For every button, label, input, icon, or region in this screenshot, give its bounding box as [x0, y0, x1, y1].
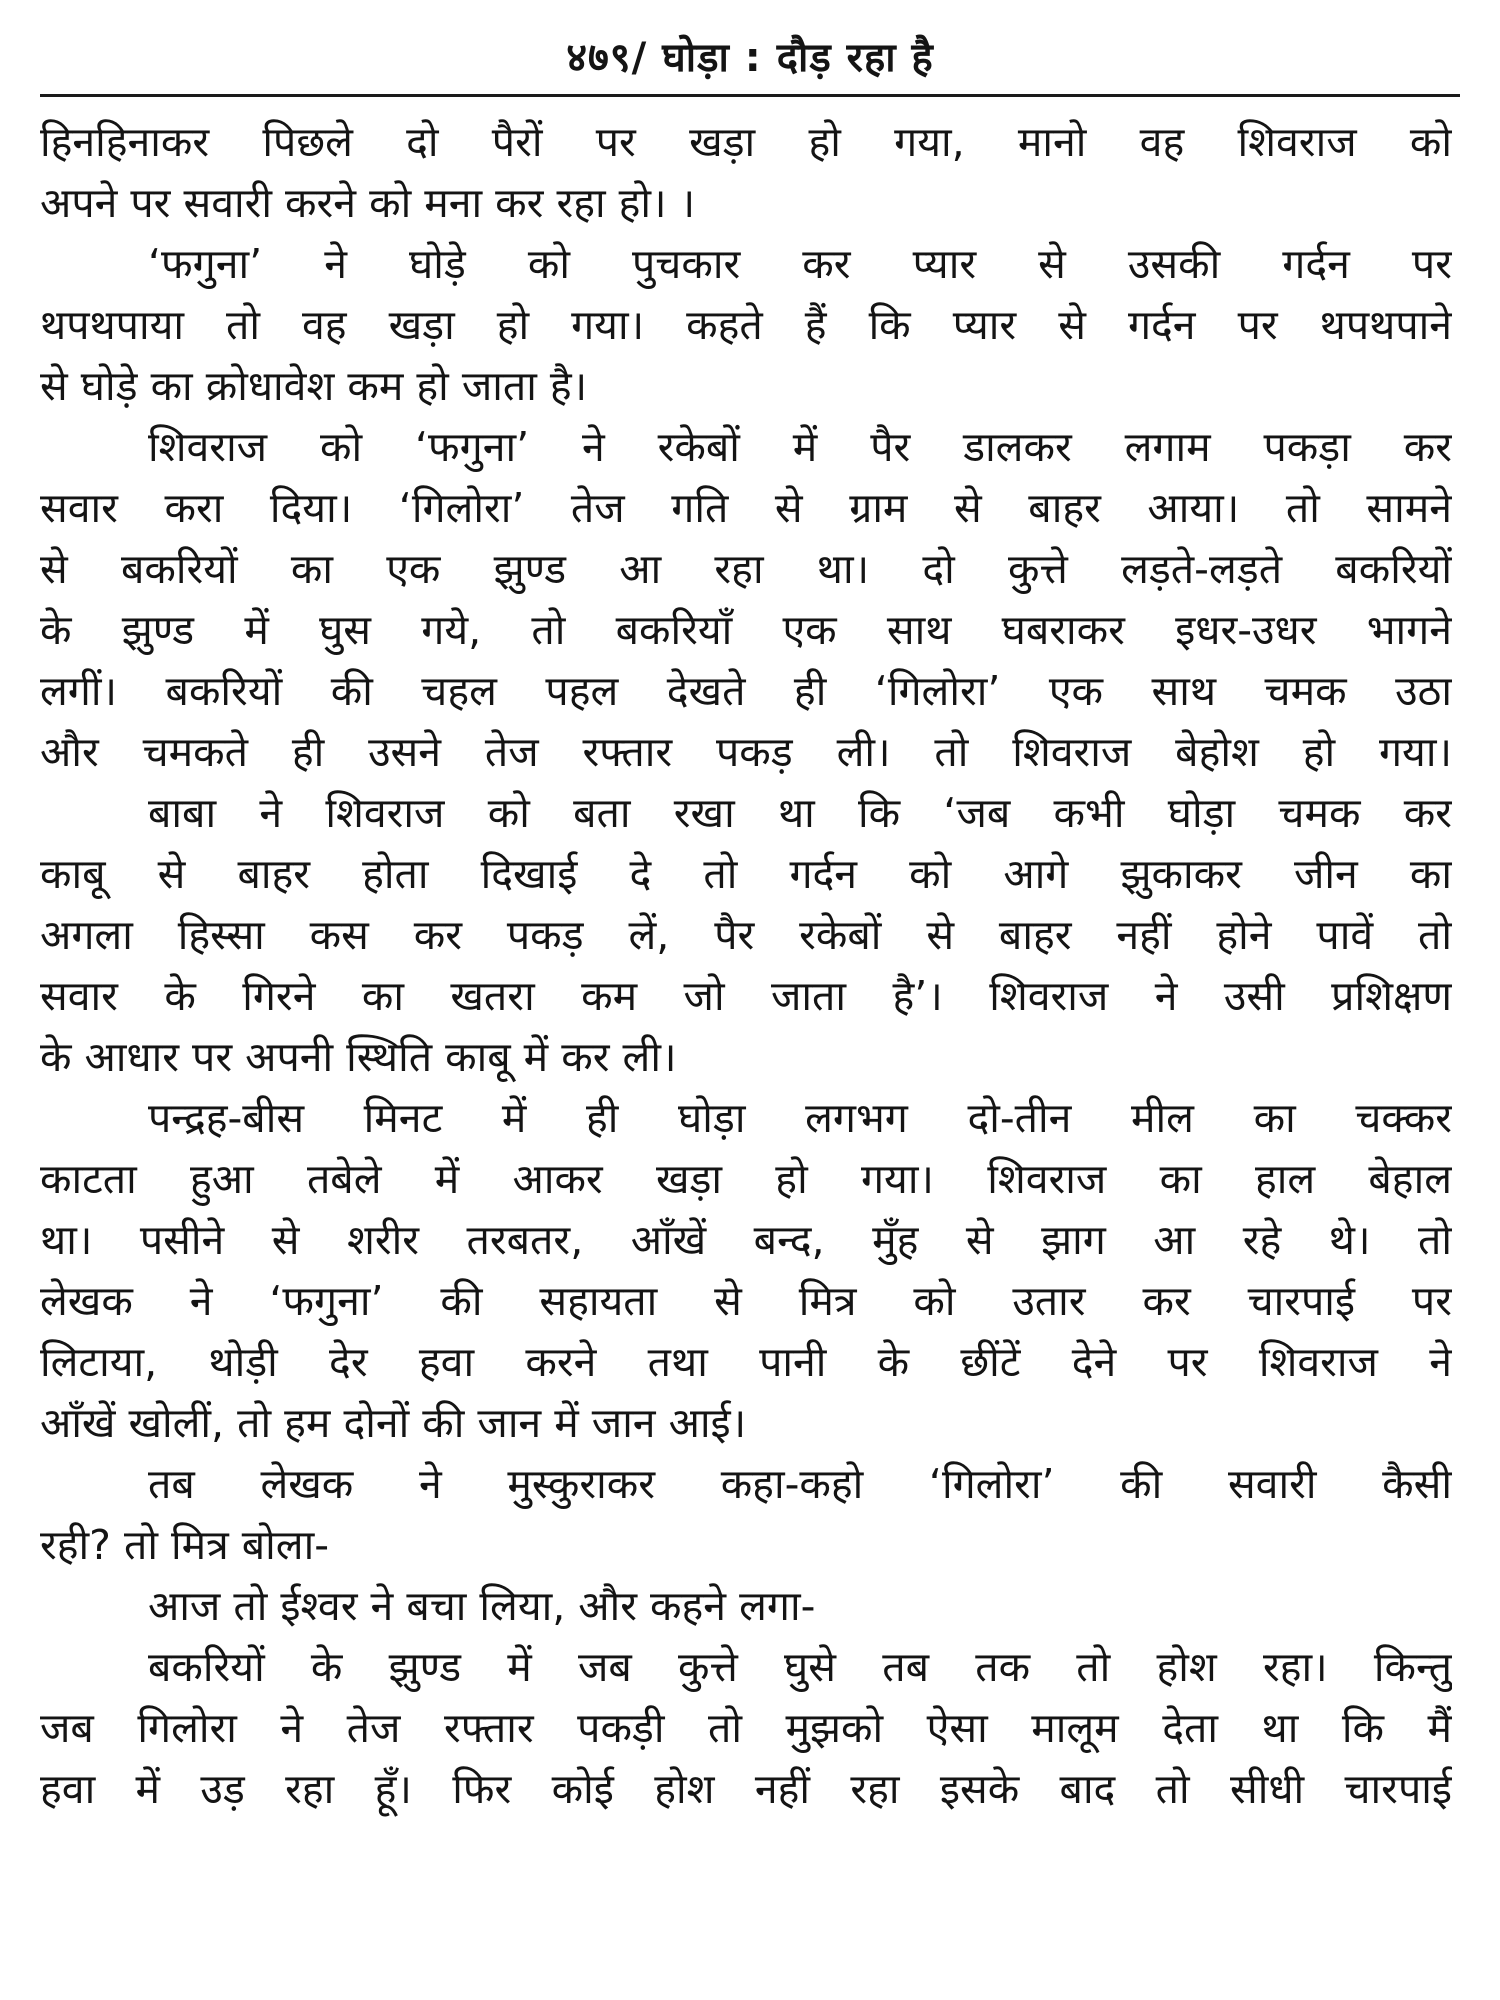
text-line: था। पसीने से शरीर तरबतर, आँखें बन्द, मुँह से झाग आ रहे थे। तो	[40, 1216, 1452, 1264]
text-line: शिवराज को ‘फगुना’ ने रकेबों में पैर डालकर लगाम पकड़ा कर	[148, 423, 1452, 471]
text-line: से बकरियों का एक झुण्ड आ रहा था। दो कुत्ते लड़ते-लड़ते बकरियों	[40, 545, 1452, 593]
text-line: के झुण्ड में घुस गये, तो बकरियाँ एक साथ घबराकर इधर-उधर भागने	[40, 606, 1452, 654]
text-line: सवार करा दिया। ‘गिलोरा’ तेज गति से ग्राम से बाहर आया। तो सामने	[40, 484, 1452, 532]
header-divider	[40, 94, 1460, 97]
text-line: हिनहिनाकर पिछले दो पैरों पर खड़ा हो गया, मानो वह शिवराज को	[40, 118, 1452, 166]
text-line: लगीं। बकरियों की चहल पहल देखते ही ‘गिलोरा’ एक साथ चमक उठा	[40, 667, 1452, 715]
text-line: अगला हिस्सा कस कर पकड़ लें, पैर रकेबों से बाहर नहीं होने पावें तो	[40, 911, 1452, 959]
text-line: रही? तो मित्र बोला-	[40, 1521, 330, 1569]
text-line: लिटाया, थोड़ी देर हवा करने तथा पानी के छींटें देने पर शिवराज ने	[40, 1338, 1452, 1386]
text-line: पन्द्रह-बीस मिनट में ही घोड़ा लगभग दो-तीन मील का चक्कर	[148, 1094, 1452, 1142]
text-line: सवार के गिरने का खतरा कम जो जाता है’। शिवराज ने उसी प्रशिक्षण	[40, 972, 1452, 1020]
text-line: आँखें खोलीं, तो हम दोनों की जान में जान आई।	[40, 1399, 747, 1447]
text-line: बकरियों के झुण्ड में जब कुत्ते घुसे तब तक तो होश रहा। किन्तु	[148, 1643, 1452, 1691]
text-line: थपथपाया तो वह खड़ा हो गया। कहते हैं कि प्यार से गर्दन पर थपथपाने	[40, 301, 1452, 349]
text-line: के आधार पर अपनी स्थिति काबू में कर ली।	[40, 1033, 677, 1081]
page-header-title: ४७९/ घोड़ा : दौड़ रहा है	[566, 35, 934, 81]
body-text	[40, 112, 1452, 1990]
text-line: काबू से बाहर होता दिखाई दे तो गर्दन को आगे झुकाकर जीन का	[40, 850, 1452, 898]
text-line: तब लेखक ने मुस्कुराकर कहा-कहो ‘गिलोरा’ की सवारी कैसी	[148, 1460, 1452, 1508]
text-line: बाबा ने शिवराज को बता रखा था कि ‘जब कभी घोड़ा चमक कर	[148, 789, 1452, 837]
text-line: और चमकते ही उसने तेज रफ्तार पकड़ ली। तो शिवराज बेहोश हो गया।	[40, 728, 1452, 776]
text-line: आज तो ईश्वर ने बचा लिया, और कहने लगा-	[148, 1582, 816, 1630]
text-line: लेखक ने ‘फगुना’ की सहायता से मित्र को उतार कर चारपाई पर	[40, 1277, 1452, 1325]
running-header	[40, 28, 1460, 98]
text-line: हवा में उड़ रहा हूँ। फिर कोई होश नहीं रहा इसके बाद तो सीधी चारपाई	[40, 1765, 1452, 1813]
text-line: जब गिलोरा ने तेज रफ्तार पकड़ी तो मुझको ऐसा मालूम देता था कि मैं	[40, 1704, 1452, 1752]
text-line: काटता हुआ तबेले में आकर खड़ा हो गया। शिवराज का हाल बेहाल	[40, 1155, 1452, 1203]
text-line: से घोड़े का क्रोधावेश कम हो जाता है।	[40, 362, 588, 410]
text-line: अपने पर सवारी करने को मना कर रहा हो। ।	[40, 179, 696, 227]
text-line: ‘फगुना’ ने घोड़े को पुचकार कर प्यार से उसकी गर्दन पर	[148, 240, 1452, 288]
